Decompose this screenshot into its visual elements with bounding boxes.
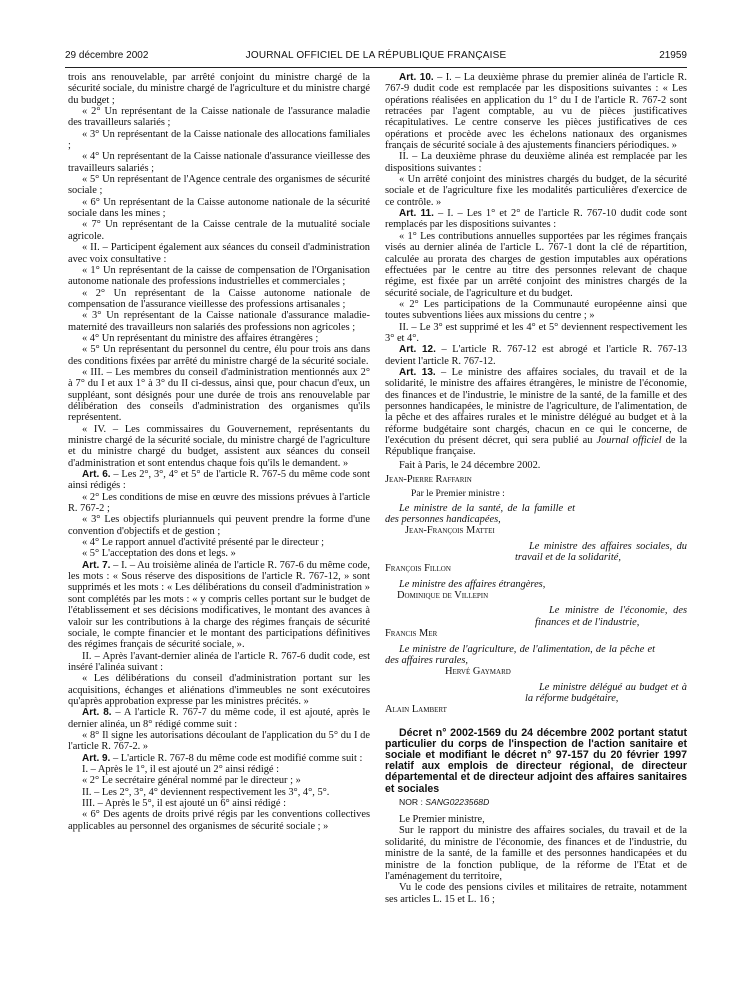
paragraph-text: « 6° Des agents de droits privé régis par les conventions collectives applicables au personnel des organismes de sécurité sociale ; » [68,809,370,832]
left-column [68,72,370,832]
paragraph-text: « 2° Un représentant de la Caisse autonome nationale de compensation de l'assurance vieillesse des professions artisanales ; [68,287,370,310]
signatory-name-agriculture: Hervé Gaymard [445,666,511,678]
paragraph-text: « 2° Les participations de la Communauté européenne ainsi que toutes subventions liées aux missions du centre ; » [385,298,687,322]
left-paragraph [68,548,370,559]
left-paragraph [68,344,370,367]
left-paragraph [68,219,370,242]
signatory-name-foreign: Dominique de Villepin [397,590,489,602]
prime-minister-intro: Par le Premier ministre : [411,488,505,500]
left-paragraph [68,492,370,515]
left-paragraph [68,242,370,265]
paragraph-text: « 5° L'acceptation des dons et legs. » [82,548,236,560]
right-column [385,72,687,905]
preamble-paragraph [385,825,687,882]
decree-preamble [385,814,687,905]
left-paragraph [68,424,370,469]
paragraph-text: « Les délibérations du conseil d'administration portant sur les acquisitions, échanges et aliénations d'immeubles ne sont exécutoires qu'après approbation expresse par les ministres précités. » [68,673,370,707]
signatory-title-budget: Le ministre délégué au budget et à la réforme budgétaire, [525,681,687,704]
right-paragraph [385,72,687,151]
paragraph-text: – L'article R. 767-8 du même code est modifié comme suit : [110,752,363,764]
right-paragraph [385,344,687,367]
signatory-title-social: Le ministre des affaires sociales, du travail et de la solidarité, [515,540,687,564]
left-paragraph [68,753,370,764]
left-paragraph [68,106,370,129]
paragraph-text: « 3° Un représentant de la Caisse nationale des allocations familiales ; [68,128,370,152]
journal-name-italic: Journal officiel [596,435,662,446]
right-paragraph [385,322,687,345]
paragraph-text: « 1° Un représentant de la caisse de compensation de l'Organisation autonome nationale des professions industrielles et commerciales ; [68,264,370,288]
left-paragraph [68,310,370,333]
left-paragraph [68,809,370,832]
paragraph-text: de la République française. [385,435,687,458]
paragraph-text: II. – Le 3° est supprimé et les 4° et 5° deviennent respectivement les 3° et 4°. [385,321,687,344]
left-paragraph [68,673,370,707]
paragraph-text: – I. – Au troisième alinéa de l'article R. 767-6 du même code, les mots : « Sous réserve des dispositions de l'article R. 767-12, » sont supprimés et les mots : « Les délibérations du conseil d'administration » sont complétés par les mots : « y compris celles portant sur le budget de l'établissement et ses décisions modificatives, le montant des avances à valoir sur les contributions à la charge des régimes français de sécurité sociale, le compte financier et le montant des participations définitives des régimes français de sécurité sociale, ». [68,559,370,651]
left-paragraph [68,72,370,106]
signatory-name-health: Jean-François Mattei [405,525,495,537]
paragraph-text: « 4° Un représentant de la Caisse nationale d'assurance vieillesse des travailleurs salariés ; [68,151,370,174]
signatory-title-agriculture: Le ministre de l'agriculture, de l'alimentation, de la pêche et des affaires rurales, [385,643,655,666]
right-paragraph [385,174,687,208]
paragraph-text: « 2° Les conditions de mise en œuvre des missions prévues à l'article R. 767-2 ; [68,491,370,515]
paragraph-text: « 8° Il signe les autorisations découlant de l'application du 5° du I de l'article R. 767-2. » [68,729,370,753]
paragraph-text: « Un arrêté conjoint des ministres chargés du budget, de la sécurité sociale et de l'agriculture fixe les modalités particulières d'exercice de ce contrôle. » [385,174,687,208]
left-paragraph [68,707,370,730]
paragraph-text: II. – Après l'avant-dernier alinéa de l'article R. 767-6 dudit code, est inséré l'alinéa suivant : [68,650,370,673]
page-header [65,50,687,64]
article-number: Art. 12. [399,344,436,356]
article-number: Art. 6. [82,469,111,481]
nor-label: NOR : [399,796,423,807]
paragraph-text: « 3° Les objectifs pluriannuels qui peuvent prendre la forme d'une convention d'objectifs et de gestion ; [68,514,370,537]
prime-minister-name: Jean-Pierre Raffarin [385,474,472,486]
paragraph-text: « 4° Un représentant du ministre des affaires étrangères ; [82,332,319,344]
nor-reference [385,797,687,808]
issue-date: 29 décembre 2002 [65,50,149,61]
paragraph-text: « 2° Le secrétaire général nommé par le directeur ; » [82,775,301,787]
paragraph-text: « 5° Un représentant du personnel du centre, élu pour trois ans dans des conditions fixées par arrêté du ministre chargé de la sécurité sociale. [68,344,370,367]
preamble-paragraph [385,814,687,825]
paragraph-text: « 7° Un représentant de la Caisse centrale de la mutualité sociale agricole. [68,219,370,242]
left-paragraph [68,798,370,809]
left-paragraph [68,288,370,311]
left-paragraph [68,197,370,220]
page-number: 21959 [659,50,687,61]
right-paragraph [385,231,687,299]
left-paragraph [68,764,370,775]
left-paragraph [68,151,370,174]
signatory-title-economy: Le ministre de l'économie, des finances et de l'industrie, [535,605,687,628]
paragraph-text: « IV. – Les commissaires du Gouvernement, représentants du ministre chargé de la sécurité sociale, du ministre chargé de l'agriculture et du ministre chargé du budget, assistent aux séances du conseil d'administration et sont entendus chaque fois qu'ils le demandent. » [68,423,370,469]
journal-title: JOURNAL OFFICIEL DE LA RÉPUBLIQUE FRANÇAISE [245,50,507,61]
decree-title: Décret n° 2002-1569 du 24 décembre 2002 portant statut particulier du corps de l'inspection de l'action sanitaire et sociale et modifiant le décret n° 97-157 du 20 février 1997 relatif aux emplois de directeur régional, de directeur départemental et de directeur adjoint des affaires sanitaires et sociales [385,726,687,795]
paragraph-text: III. – Après le 5°, il est ajouté un 6° ainsi rédigé : [82,798,286,809]
right-paragraph [385,367,687,458]
paragraph-text: « 1° Les contributions annuelles supportées par les régimes français visés au dernier alinéa de l'article L. 767-1 dont la clé de répartition, calculée au prorata des charges de gestion imputables aux opérations effectuées par le centre au titre des personnes relevant de chaque régime, est fixée par un arrêté conjoint des ministres chargés de la sécurité sociale, de l'agriculture et du budget. [385,230,687,299]
left-paragraph [68,775,370,786]
left-paragraph [68,333,370,344]
paragraph-text: II. – Les 2°, 3°, 4° deviennent respectivement les 3°, 4°, 5°. [82,786,330,798]
signatory-name-economy: Francis Mer [385,628,438,640]
paragraph-text: trois ans renouvelable, par arrêté conjoint du ministre chargé de la sécurité sociale, du ministre chargé de l'agriculture et du ministre chargé du budget ; [68,72,370,106]
paragraph-text: « 5° Un représentant de l'Agence centrale des organismes de sécurité sociale ; [68,174,370,197]
right-paragraph [385,208,687,231]
nor-code: SANG0223568D [425,796,490,807]
paragraph-text: « 2° Un représentant de la Caisse nationale de l'assurance maladie des travailleurs salariés ; [68,106,370,129]
paragraph-text: – I. – La deuxième phrase du premier alinéa de l'article R. 767-9 dudit code est remplacée par les dispositions suivantes : « Les opérations réalisées en application du 1° du I de l'article R. 767-2 sont retracées par l'agent comptable, au vu de pièces justificatives récapitulatives. Le centre conserve les pièces justificatives de ces opérations et procède avec les échelons nationaux des organismes français de sécurité sociale à des ajustements financiers périodiques. » [385,72,687,152]
article-number: Art. 11. [399,208,434,220]
paragraph-text: I. – Après le 1°, il est ajouté un 2° ainsi rédigé : [82,763,280,775]
paragraph-text: II. – La deuxième phrase du deuxième alinéa est remplacée par les dispositions suivantes : [385,151,687,174]
paragraph-text: – A l'article R. 767-7 du même code, il est ajouté, après le dernier alinéa, un 8° rédigé comme suit : [68,707,370,730]
header-rule [65,67,687,68]
left-paragraph [68,129,370,152]
paragraph-text: – Le ministre des affaires sociales, du travail et de la solidarité, le ministre des affaires étrangères, le ministre de l'économie, des finances et de l'industrie, le ministre de la santé, de la famille et des personnes handicapées, le ministre de l'agriculture, de l'alimentation, de la pêche et des affaires rurales et le ministre délégué au budget et à la réforme budgétaire sont chargés, chacun en ce qui le concerne, de l'exécution du présent décret, qui sera publié au [385,366,687,446]
paragraph-text: Sur le rapport du ministre des affaires sociales, du travail et de la solidarité, du ministre de l'économie, des finances et de l'industrie, du ministre de la santé, de la famille et des personnes handicapées et du ministre de la fonction publique, de la réforme de l'Etat et de l'aménagement du territoire, [385,825,687,882]
left-paragraph [68,469,370,492]
left-paragraph [68,537,370,548]
paragraph-text: « III. – Les membres du conseil d'administration mentionnés aux 2° à 7° du I et aux 1° à 3° du II ci-dessus, ainsi que, pour chacun d'eux, un suppléant, sont désignés pour une durée de trois ans renouvelable par délibération des conseils d'administration des organismes qu'ils représentent. [68,366,370,424]
article-number: Art. 8. [82,707,112,719]
left-paragraph [68,265,370,288]
left-paragraph [68,174,370,197]
paragraph-text: « 3° Un représentant de la Caisse nationale d'assurance maladie-maternité des travailleurs non salariés des professions non agricoles ; [68,310,370,333]
signatory-name-social: François Fillon [385,563,451,575]
left-paragraph [68,560,370,651]
signatory-title-health: Le ministre de la santé, de la famille et des personnes handicapées, [385,502,575,526]
article-number: Art. 9. [82,752,111,764]
paragraph-text: – L'article R. 767-12 est abrogé et l'article R. 767-13 devient l'article R. 767-12. [385,344,687,367]
paragraph-text: Vu le code des pensions civiles et militaires de retraite, notamment ses articles L. 15 et L. 16 ; [385,882,687,905]
signatory-name-budget: Alain Lambert [385,704,447,716]
preamble-paragraph [385,882,687,905]
left-paragraph [68,514,370,537]
left-paragraph [68,651,370,674]
paragraph-text: « 4° Le rapport annuel d'activité présenté par le directeur ; [82,537,325,549]
signatory-title-foreign: Le ministre des affaires étrangères, [399,578,546,590]
article-number: Art. 13. [399,366,436,378]
right-articles [385,72,687,458]
left-paragraph [68,730,370,753]
right-paragraph [385,299,687,322]
left-paragraph [68,367,370,424]
signature-place-date: Fait à Paris, le 24 décembre 2002. [399,459,541,471]
paragraph-text: « II. – Participent également aux séances du conseil d'administration avec voix consultative : [68,242,370,265]
article-number: Art. 7. [82,559,111,571]
left-paragraph [68,787,370,798]
paragraph-text: – I. – Les 1° et 2° de l'article R. 767-10 dudit code sont remplacés par les dispositions suivantes : [385,208,687,231]
paragraph-text: – Les 2°, 3°, 4° et 5° de l'article R. 767-5 du même code sont ainsi rédigés : [68,469,371,492]
article-number: Art. 10. [399,72,434,83]
right-paragraph [385,151,687,174]
paragraph-text: Le Premier ministre, [399,814,485,826]
paragraph-text: « 6° Un représentant de la Caisse autonome nationale de la sécurité sociale dans les mines ; [68,196,370,220]
